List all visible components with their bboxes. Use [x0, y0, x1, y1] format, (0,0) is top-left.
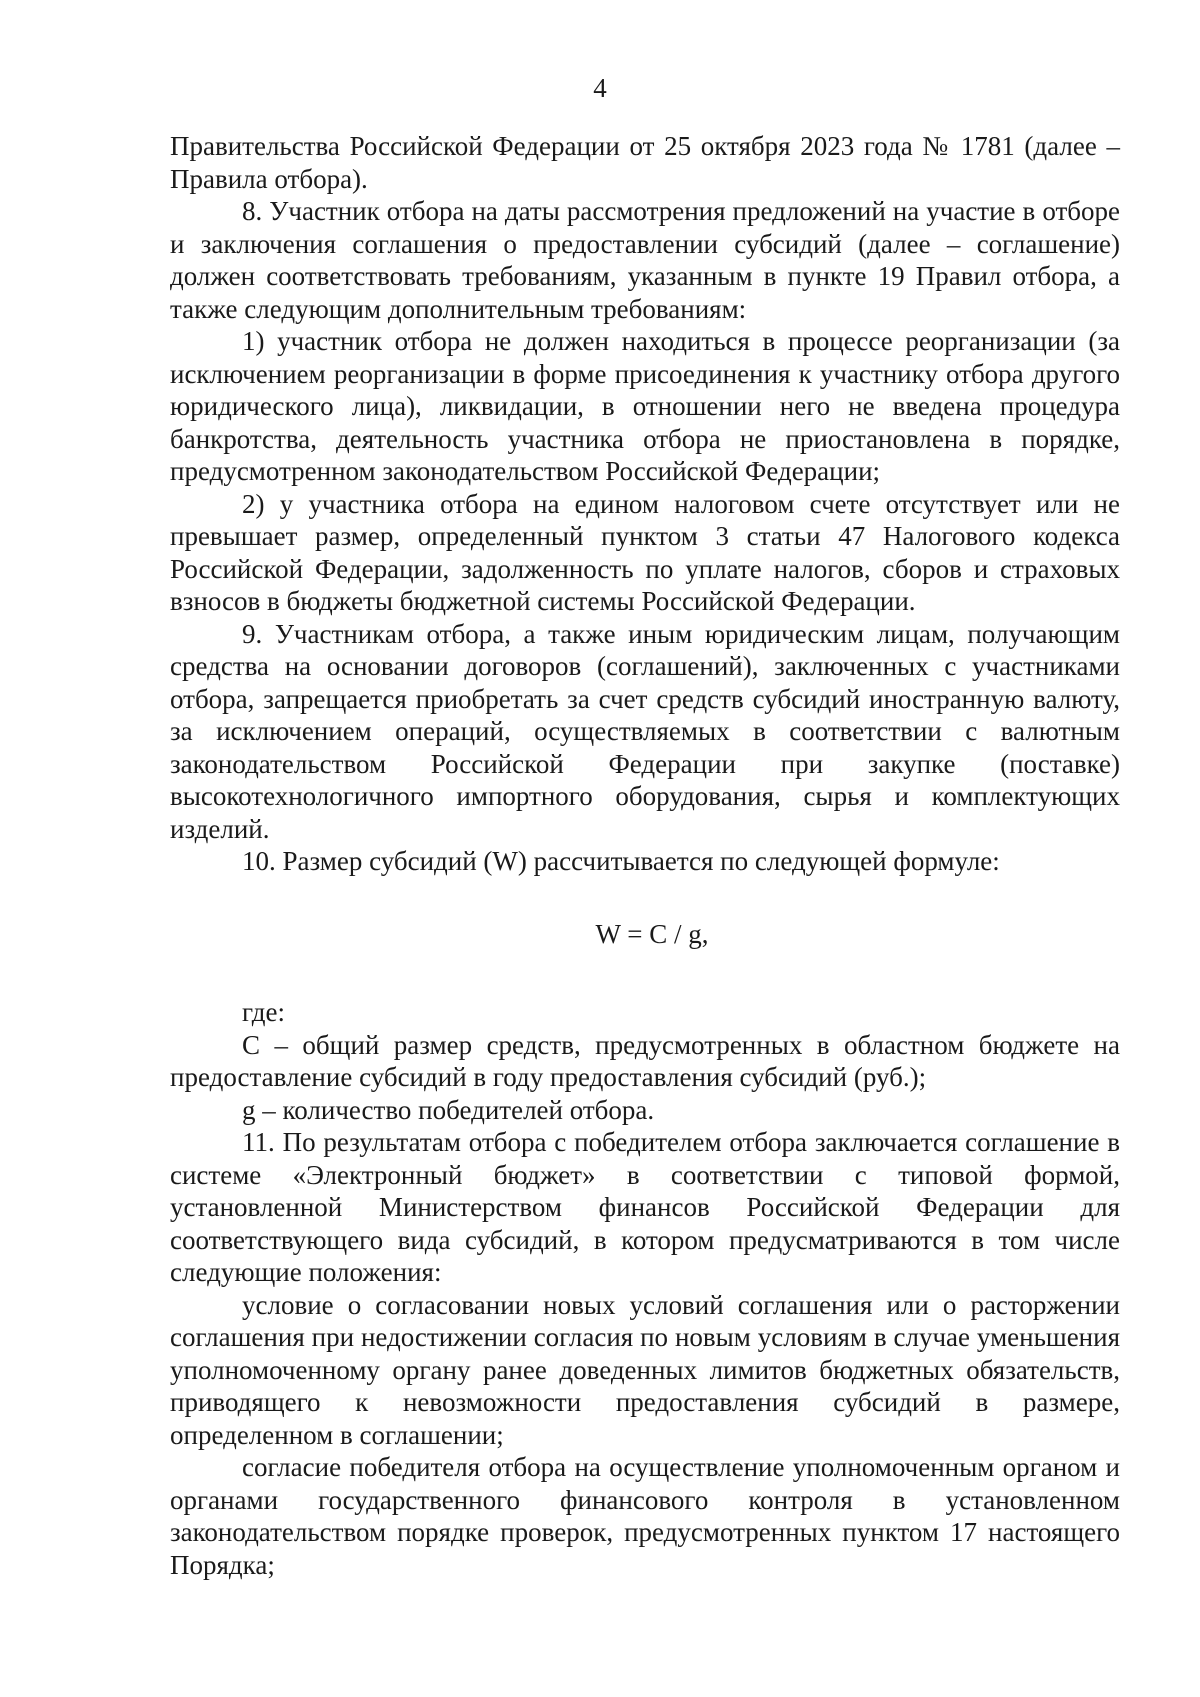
paragraph-item-11: 11. По результатам отбора с победителем отбора заключается соглашение в системе «Электронный бюджет» в соответствии с типовой формой, установленной Министерством финансов Российской Федерации для соответствующего вида субсидий, в котором предусматриваются в том числе следующие положения: — [170, 1127, 1120, 1287]
page-number: 4 — [593, 73, 607, 103]
paragraph-subitem-1: 1) участник отбора не должен находиться в процессе реорганизации (за исключением реорганизации в форме присоединения к участнику отбора другого юридического лица), ликвидации, в отношении него не введена процедура банкротства, деятельность участника отбора не приостановлена в порядке, предусмотренном законодательством Российской Федерации; — [170, 326, 1120, 486]
paragraph-subitem-2: 2) у участника отбора на едином налоговом счете отсутствует или не превышает размер, определенный пунктом 3 статьи 47 Налогового кодекса Российской Федерации, задолженность по уплате налогов, сборов и страховых взносов в бюджеты бюджетной системы Российской Федерации. — [170, 488, 1120, 616]
paragraph-condition-agreement: условие о согласовании новых условий соглашения или о расторжении соглашения при недостижении согласия по новым условиям в случае уменьшения уполномоченному органу ранее доведенных лимитов бюджетных обязательств, приводящего к невозможности предоставления субсидий в размере, определенном в соглашении; — [170, 1289, 1120, 1450]
paragraph-item-10: 10. Размер субсидий (W) рассчитывается по следующей формуле: — [242, 846, 1000, 876]
formula-definition-g: g – количество победителей отбора. — [242, 1094, 655, 1125]
formula-definition-c: C – общий размер средств, предусмотренных в областном бюджете на предоставление субсидий в году предоставления субсидий (руб.); — [170, 1029, 1120, 1092]
paragraph-item-8: 8. Участник отбора на даты рассмотрения предложений на участие в отборе и заключения соглашения о предоставлении субсидий (далее – соглашение) должен соответствовать требованиям, указанным в пункте 19 Правил отбора, а также следующим дополнительным требованиям: — [170, 196, 1120, 324]
paragraph-consent-winner: согласие победителя отбора на осуществление уполномоченным органом и органами государственного финансового контроля в установленном законодательством порядке проверок, предусмотренных пунктом 17 настоящего Порядка; — [170, 1452, 1120, 1580]
paragraph-item-9: 9. Участникам отбора, а также иным юридическим лицам, получающим средства на основании договоров (соглашений), заключенных с участниками отбора, запрещается приобретать за счет средств субсидий иностранную валюту, за исключением операций, осуществляемых в соответствии с валютным законодательством Российской Федерации при закупке (поставке) высокотехнологичного импортного оборудования, сырья и комплектующих изделий. — [170, 618, 1120, 844]
document-body — [170, 130, 1120, 1581]
formula-where-label: где: — [242, 997, 285, 1027]
subsidy-formula: W = C / g, — [595, 918, 709, 949]
paragraph-continuation: Правительства Российской Федерации от 25 октября 2023 года № 1781 (далее – Правила отбора). — [170, 131, 1120, 194]
